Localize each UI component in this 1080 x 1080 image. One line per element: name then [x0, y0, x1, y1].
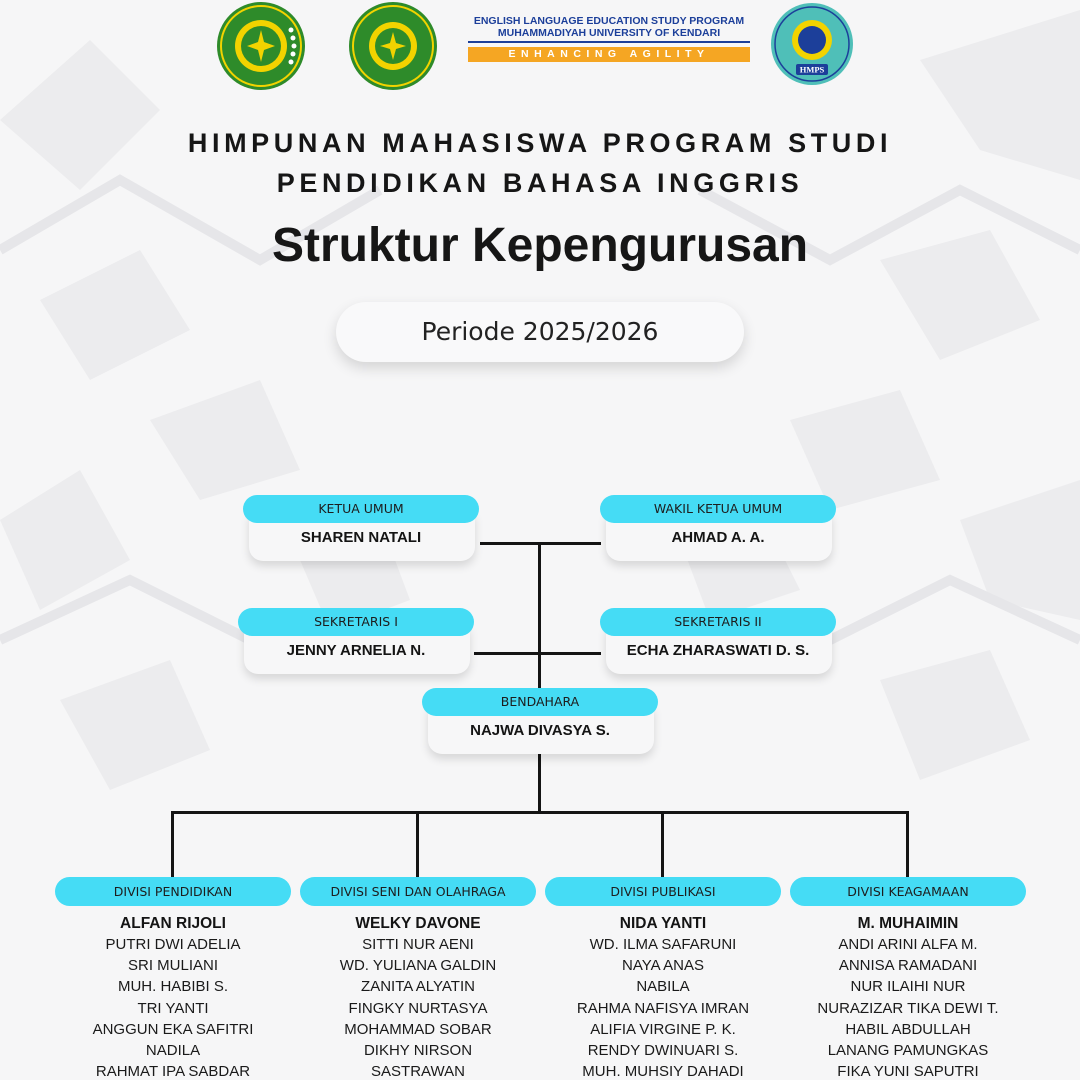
division-member: ZANITA ALYATIN [361, 978, 475, 996]
role-holder-name: SHAREN NATALI [300, 529, 422, 546]
division-title: DIVISI KEAGAMAAN [790, 877, 1026, 906]
division-member: ALIFIA VIRGINE P. K. [590, 1020, 736, 1038]
connector-division-drop-2 [416, 811, 419, 878]
role-title: SEKRETARIS I [238, 608, 474, 636]
connector-secretary-horizontal [474, 652, 601, 655]
division-member: SITTI NUR AENI [362, 936, 474, 953]
division-member: NABILA [636, 978, 690, 996]
university-logo [207, 0, 315, 92]
division-member-list [55, 934, 291, 1080]
division-coordinator: M. MUHAIMIN [857, 915, 959, 932]
role-title: BENDAHARA [422, 688, 658, 716]
role-sekretaris-1 [238, 608, 474, 670]
division-publikasi [545, 877, 781, 1080]
division-member: FINGKY NURTASYA [348, 999, 488, 1017]
connector-trunk [538, 543, 541, 689]
division-member: MUH. MUHSIY DAHADI [582, 1063, 744, 1080]
hmps-logo [770, 0, 854, 90]
role-title: KETUA UMUM [243, 495, 479, 523]
division-member: RAHMAT IPA SABDAR [95, 1063, 251, 1080]
division-member: SRI MULIANI [127, 957, 218, 975]
faculty-logo [336, 0, 450, 92]
division-member: LANANG PAMUNGKAS [827, 1041, 989, 1059]
division-title: DIVISI SENI DAN OLAHRAGA [300, 877, 536, 906]
division-member: FIKA YUNI SAPUTRI [837, 1063, 979, 1080]
role-holder-name: AHMAD A. A. [671, 529, 765, 546]
role-bendahara [422, 688, 658, 750]
study-program-banner [468, 15, 750, 73]
connector-division-bar [171, 811, 909, 814]
division-member: RAHMA NAFISYA IMRAN [576, 999, 750, 1017]
connector-division-drop-3 [661, 811, 664, 878]
division-title: DIVISI PENDIDIKAN [55, 877, 291, 906]
division-member: RENDY DWINUARI S. [587, 1041, 739, 1059]
division-member: TRI YANTI [137, 999, 209, 1017]
page-title: Struktur Kepengurusan [271, 219, 809, 272]
division-member: ANGGUN EKA SAFITRI [92, 1020, 254, 1038]
role-holder-name: NAJWA DIVASYA S. [470, 722, 610, 739]
division-member-list [545, 934, 781, 1080]
division-coordinator: WELKY DAVONE [355, 915, 481, 932]
division-member: NURAZIZAR TIKA DEWI T. [817, 999, 999, 1017]
connector-division-drop-1 [171, 811, 174, 878]
connector-division-drop-4 [906, 811, 909, 878]
division-member: MUH. HABIBI S. [117, 978, 229, 996]
role-sekretaris-2 [600, 608, 836, 670]
role-wakil-ketua-umum [600, 495, 836, 557]
division-member: MOHAMMAD SOBAR [344, 1020, 492, 1038]
role-holder-name: JENNY ARNELIA N. [286, 642, 426, 659]
division-member: PUTRI DWI ADELIA [105, 936, 241, 953]
division-member: DIKHY NIRSON [363, 1041, 473, 1059]
role-title: SEKRETARIS II [600, 608, 836, 636]
division-coordinator: ALFAN RIJOLI [120, 915, 226, 932]
division-member: ANDI ARINI ALFA M. [838, 936, 978, 953]
banner-rule [468, 41, 750, 43]
division-member: NADILA [145, 1041, 201, 1059]
period-badge: Periode 2025/2026 [336, 302, 744, 362]
connector-treasurer-down [538, 752, 541, 812]
hmps-logo-label: HMPS [799, 64, 825, 75]
division-member-list [300, 934, 536, 1080]
division-title: DIVISI PUBLIKASI [545, 877, 781, 906]
division-coordinator: NIDA YANTI [619, 915, 707, 932]
role-title: WAKIL KETUA UMUM [600, 495, 836, 523]
division-member: SASTRAWAN [371, 1063, 465, 1080]
division-member-list [790, 934, 1026, 1080]
division-pendidikan [55, 877, 291, 1080]
org-name-line-1: HIMPUNAN MAHASISWA PROGRAM STUDI [187, 128, 893, 158]
division-member: NAYA ANAS [622, 957, 704, 975]
banner-line-1: ENGLISH LANGUAGE EDUCATION STUDY PROGRAM [473, 15, 745, 27]
division-seni-dan-olahraga [300, 877, 536, 1080]
banner-tagline: ENHANCING AGILITY [468, 47, 750, 62]
division-member: ANNISA RAMADANI [838, 957, 978, 975]
org-name-line-2: PENDIDIKAN BAHASA INGGRIS [276, 168, 804, 198]
role-holder-name: ECHA ZHARASWATI D. S. [626, 642, 810, 659]
division-member: NUR ILAIHI NUR [850, 978, 966, 996]
division-member: HABIL ABDULLAH [845, 1020, 971, 1038]
connector-top-horizontal [480, 542, 601, 545]
banner-line-2: MUHAMMADIYAH UNIVERSITY OF KENDARI [497, 27, 721, 39]
division-member: WD. ILMA SAFARUNI [589, 936, 737, 953]
division-member: WD. YULIANA GALDIN [339, 957, 497, 975]
role-ketua-umum [243, 495, 479, 557]
division-keagamaan [790, 877, 1026, 1080]
